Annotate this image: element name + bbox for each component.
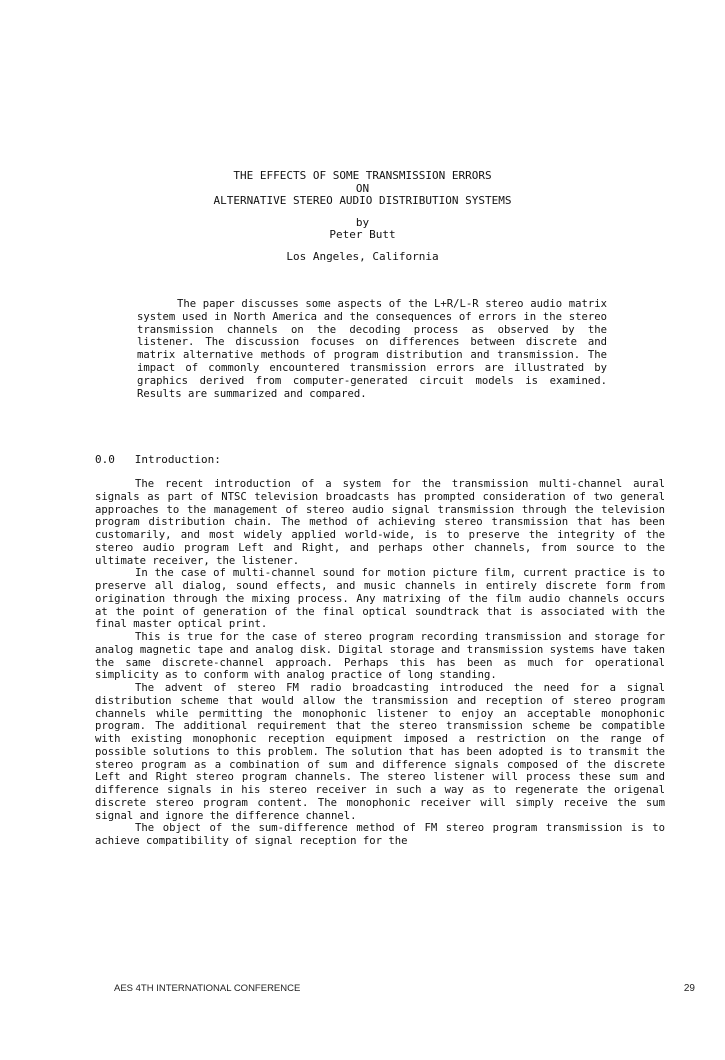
abstract-text: The paper discusses some aspects of the L+R/L-R stereo audio matrix system used in North America and the consequences of errors in the stereo transmission channels on the decoding process as observed by the listener. The discussion focuses on differences between discrete and matrix alternative methods of program distribution and transmission. The impact of commonly encountered transmission errors are illustrated by graphics derived from computer-generated circuit models is examined. Results are summarized and compared. [137,298,607,400]
section-title: Introduction: [134,453,221,466]
paper-title-line-2: ON [355,181,370,195]
author-location: Los Angeles, California [286,249,439,263]
body-text [95,478,665,848]
section-heading [95,453,221,466]
byline-by: by [355,215,370,229]
footer-conference: AES 4TH INTERNATIONAL CONFERENCE [114,983,301,994]
paragraph: The object of the sum-difference method of FM stereo program transmission is to achieve compatibility of signal reception for the [95,822,665,847]
title-block [0,170,725,263]
paper-title-line-1: THE EFFECTS OF SOME TRANSMISSION ERRORS [233,169,492,182]
section-number: 0.0 [95,453,115,466]
paragraph: The recent introduction of a system for the transmission multi-channel aural signals as part of NTSC television broadcasts has prompted consideration of two general approaches to the management of stereo audio signal transmission through the television program distribution chain. The method of achieving stereo transmission that has been customarily, and most widely applied world-wide, is to preserve the integrity of the stereo audio program Left and Right, and perhaps other channels, from source to the ultimate receiver, the listener. [95,478,665,567]
abstract [137,298,607,400]
paragraph: This is true for the case of stereo program recording transmission and storage for analog magnetic tape and analog disk. Digital storage and transmission systems have taken the same discrete-channel approach. Perhaps this has been as much for operational simplicity as to conform with analog practice of long standing. [95,631,665,682]
paragraph: In the case of multi-channel sound for motion picture film, current practice is to preserve all dialog, sound effects, and music channels in entirely discrete form from origination through the mixing process. Any matrixing of the film audio channels occurs at the point of generation of the final optical soundtrack that is associated with the final master optical print. [95,567,665,631]
author-name: Peter Butt [329,228,396,241]
paragraph: The advent of stereo FM radio broadcasting introduced the need for a signal distribution scheme that would allow the transmission and reception of stereo program channels while permitting the monophonic listener to enjoy an acceptable monophonic program. The additional requirement that the stereo transmission scheme be compatible with existing monophonic reception equipment imposed a restriction on the range of possible solutions to this problem. The solution that has been adopted is to transmit the stereo program as a combination of sum and difference signals composed of the discrete Left and Right stereo program channels. The stereo listener will process these sum and difference signals in his stereo receiver in such a way as to regenerate the origenal discrete stereo program content. The monophonic receiver will simply receive the sum signal and ignore the difference channel. [95,682,665,822]
paper-title-line-3: ALTERNATIVE STEREO AUDIO DISTRIBUTION SYSTEMS [213,194,512,207]
footer-page-number: 29 [683,983,695,994]
